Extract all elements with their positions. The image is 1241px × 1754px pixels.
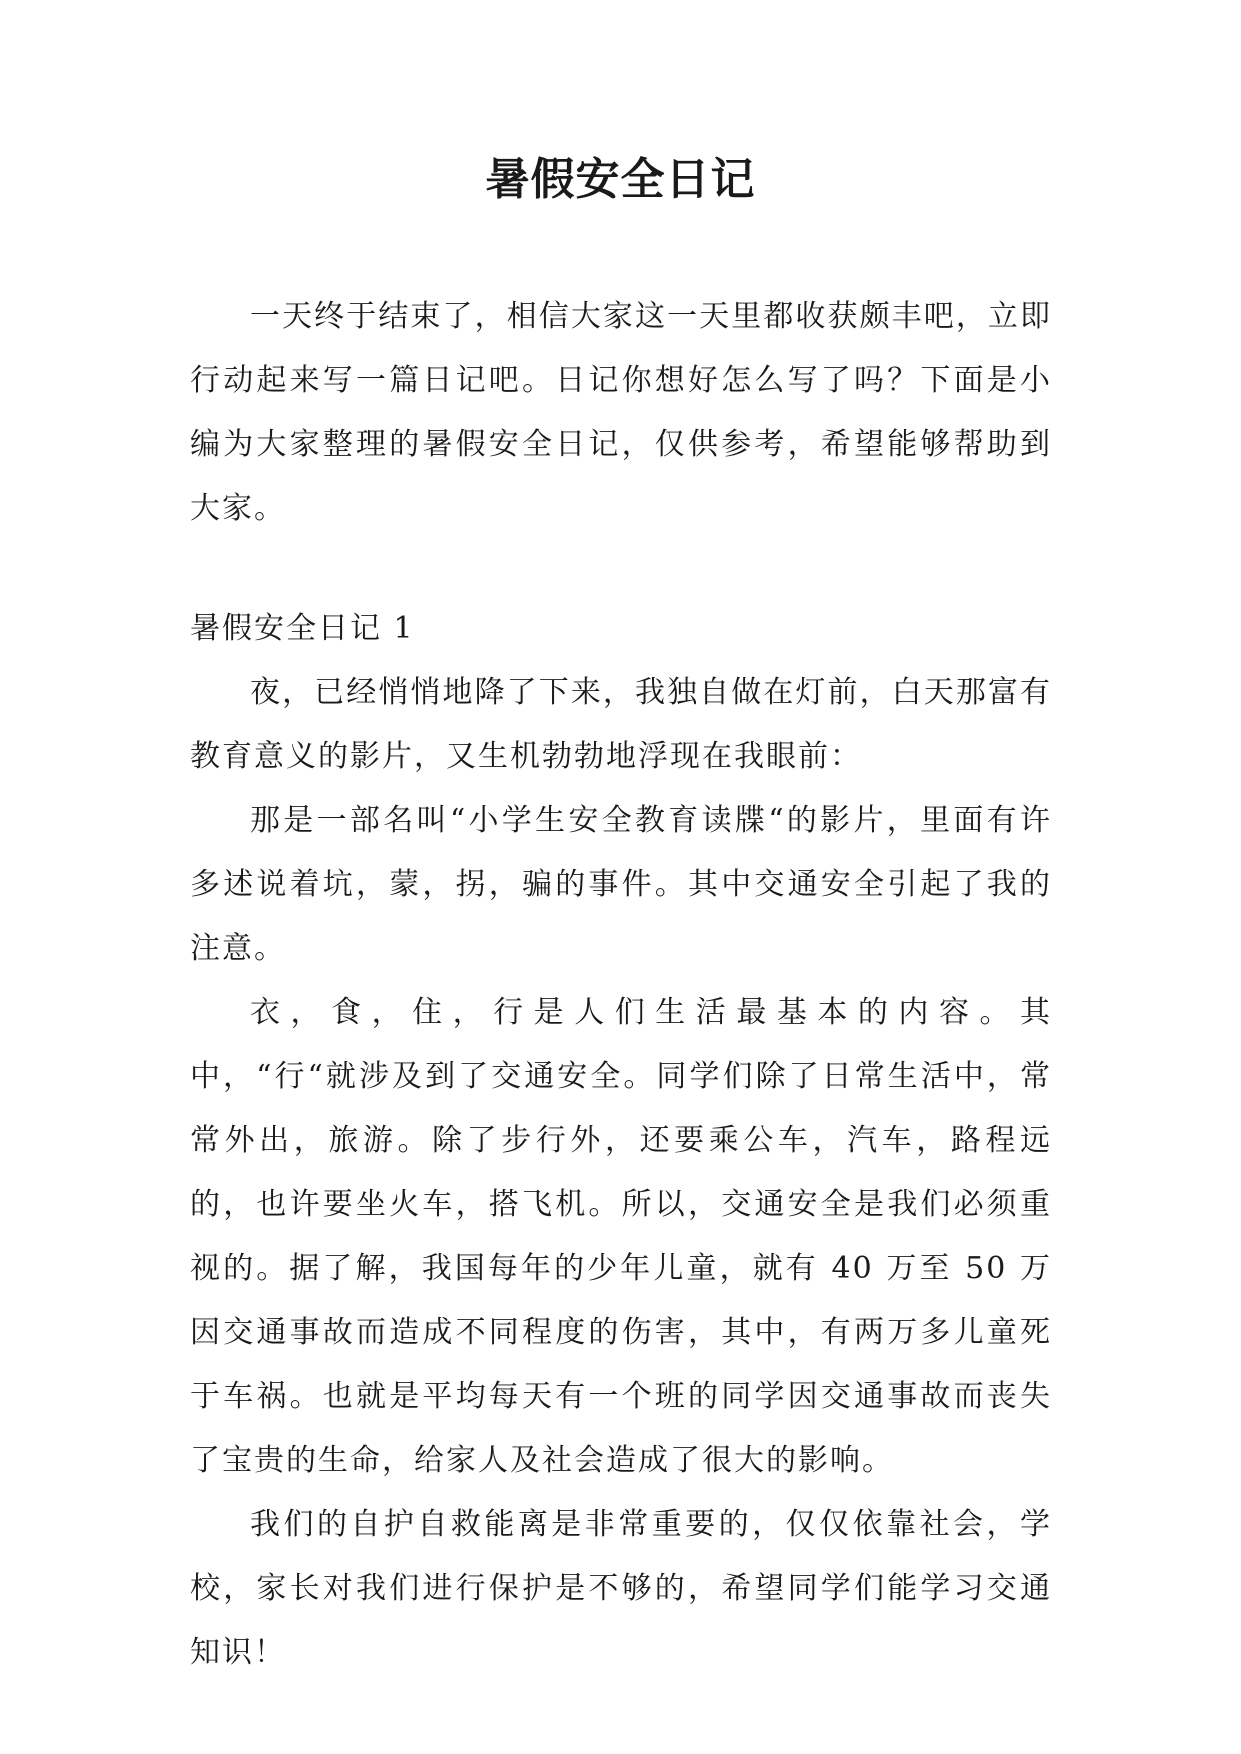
body-paragraph-3: 衣，食，住，行是人们生活最基本的内容。其中，“行“就涉及到了交通安全。同学们除了日常生活中，常常外出，旅游。除了步行外，还要乘公车，汽车，路程远的，也许要坐火车，搭飞机。所以，交通安全是我们必须重视的。据了解，我国每年的少年儿童，就有 40 万至 50 万因交通事故而造成不同程度的伤害，其中，有两万多儿童死于车祸。也就是平均每天有一个班的同学因交通事故而丧失了宝贵的生命，给家人及社会造成了很大的影响。	[190, 995, 1052, 1478]
body-paragraph-2: 那是一部名叫“小学生安全教育读牒“的影片，里面有许多述说着坑，蒙，拐，骗的事件。其中交通安全引起了我的注意。	[190, 803, 1052, 966]
document-body	[190, 285, 1052, 1685]
body-paragraph-1: 夜，已经悄悄地降了下来，我独自做在灯前，白天那富有教育意义的影片，又生机勃勃地浮现在我眼前：	[190, 675, 1052, 774]
section-heading: 暑假安全日记 1	[190, 611, 415, 646]
body-paragraph-4: 我们的自护自救能离是非常重要的，仅仅依靠社会，学校，家长对我们进行保护是不够的，希望同学们能学习交通知识！	[190, 1507, 1052, 1670]
intro-paragraph: 一天终于结束了，相信大家这一天里都收获颇丰吧，立即行动起来写一篇日记吧。日记你想好怎么写了吗？下面是小编为大家整理的暑假安全日记，仅供参考，希望能够帮助到大家。	[190, 299, 1052, 526]
page-title: 暑假安全日记	[485, 154, 756, 205]
